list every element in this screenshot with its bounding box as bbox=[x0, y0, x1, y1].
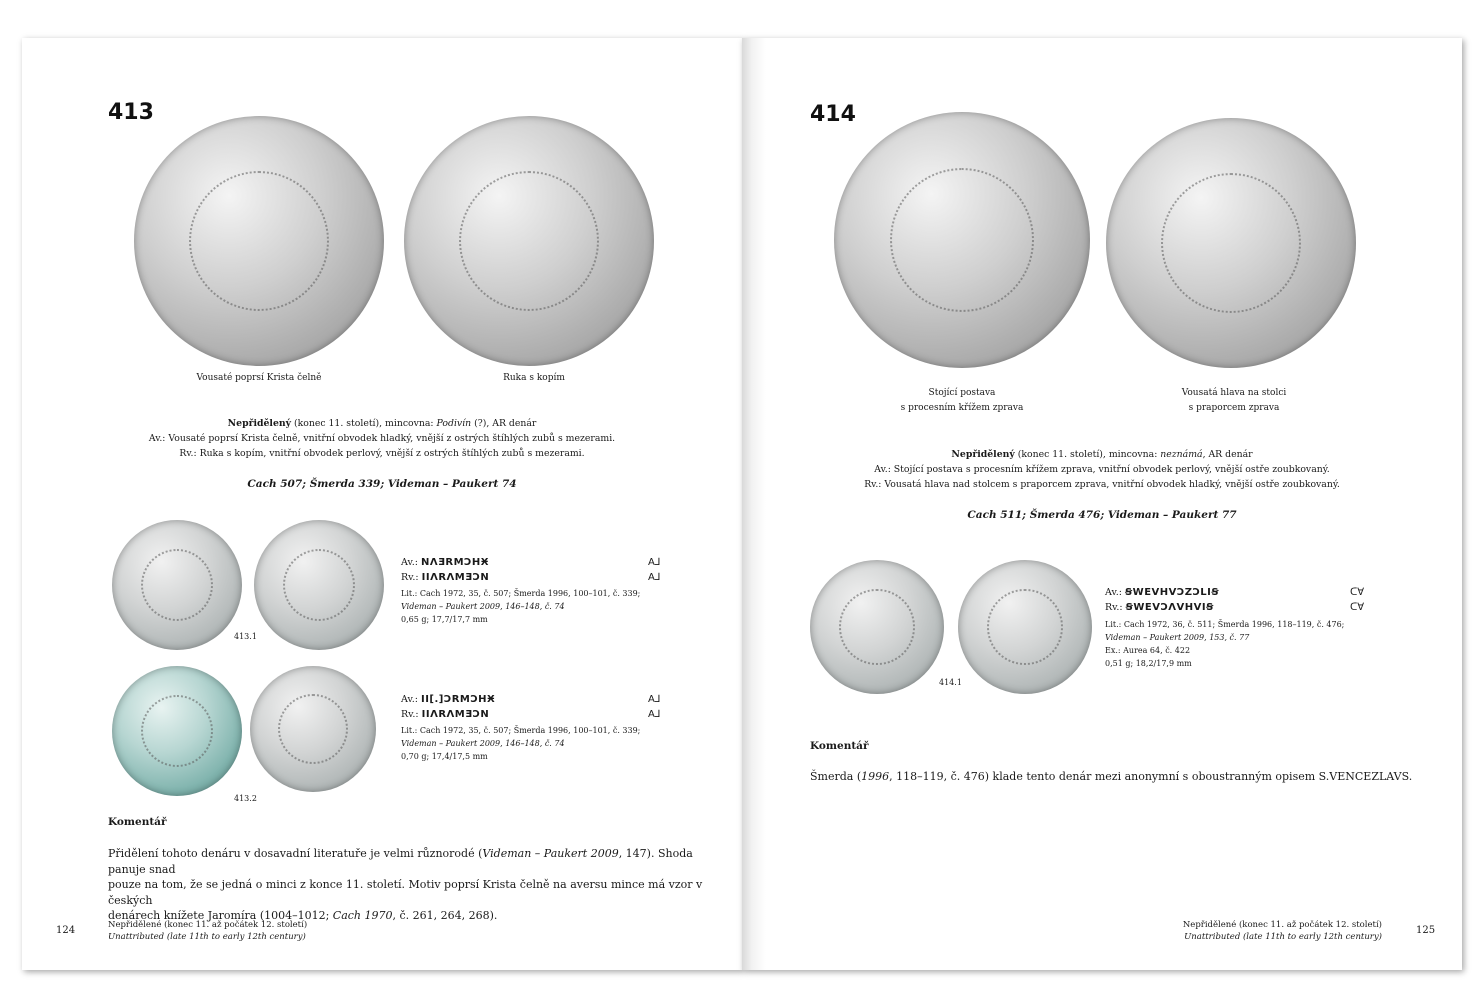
specimen-legends bbox=[401, 555, 651, 585]
catalog-number: 414 bbox=[810, 102, 856, 127]
description-line-1: Nepřidělený (konec 11. století), mincovna: neznámá, AR denár bbox=[951, 449, 1253, 460]
specimen-obverse-image bbox=[112, 520, 242, 650]
obverse-coin-image bbox=[134, 116, 384, 366]
reverse-caption: Vousatá hlava na stolci s praporcem zprava bbox=[1181, 388, 1287, 413]
catalog-number: 413 bbox=[108, 100, 154, 125]
specimen-reverse-image bbox=[254, 520, 384, 650]
specimen-reverse-image bbox=[250, 666, 376, 792]
description bbox=[42, 416, 722, 461]
left-page bbox=[22, 38, 742, 970]
specimen-legends bbox=[401, 692, 651, 722]
reverse-legend: Rv.: ꞨWEVƆΛVHVIꞨ bbox=[1105, 602, 1214, 613]
description-line-2: Av.: Stojící postava s procesním křížem zprava, vnitřní obvodek perlový, vnější ostře zoubkovaný. bbox=[874, 464, 1330, 475]
obverse-legend: Av.: NΛƎRMƆНӾ bbox=[401, 557, 489, 568]
obverse-legend: Av.: ꞨWEVHVƆZƆLIꞨ bbox=[1105, 587, 1220, 598]
description-line-2: Av.: Vousaté poprsí Krista čelně, vnitřní obvodek hladký, vnější z ostrých štíhlých zubů s mezerami. bbox=[148, 433, 616, 444]
reverse-coin-image bbox=[1106, 118, 1356, 368]
specimen-obverse-image bbox=[112, 666, 242, 796]
specimen-reverse-image bbox=[958, 560, 1092, 694]
description-line-3: Rv.: Vousatá hlava nad stolcem s praporcem zprava, vnitřní obvodek hladký, vnější ostře zoubkovaný. bbox=[864, 479, 1340, 490]
commentary-heading: Komentář bbox=[810, 740, 869, 752]
running-footer: Nepřidělené (konec 11. až počátek 12. století) Unattributed (late 11th to early 12th century) bbox=[108, 920, 308, 942]
commentary-text: Přidělení tohoto denáru v dosavadní literatuře je velmi různorodé (Videman – Paukert 2009, 147). Shoda panuje snad pouze na tom, že se jedná o minci z konce 11. století. Motiv poprsí Krista čelně na aversu mince má vzor v českých denárech knížete Jaromíra (1004–1012; Cach 1970, č. 261, 264, 268). bbox=[108, 847, 703, 922]
page-number: 124 bbox=[56, 925, 76, 936]
obverse-caption: Stojící postava s procesním křížem zprava bbox=[900, 388, 1024, 413]
reverse-coin-image bbox=[404, 116, 654, 366]
description-line-1: Nepřidělený (konec 11. století), mincovna: Podivín (?), AR denár bbox=[227, 418, 537, 429]
obverse-legend: Av.: II[.]ƆRMƆНӾ bbox=[401, 694, 496, 705]
reference-citation: Cach 507; Šmerda 339; Videman – Paukert 74 bbox=[247, 478, 517, 490]
reference-citation: Cach 511; Šmerda 476; Videman – Paukert 77 bbox=[967, 509, 1237, 521]
description-line-3: Rv.: Ruka s kopím, vnitřní obvodek perlový, vnější z ostrých štíhlých zubů s mezerami. bbox=[179, 448, 585, 459]
literature: Lit.: Cach 1972, 35, č. 507; Šmerda 1996, 100–101, č. 339; Videman – Paukert 2009, 146–148, č. 74 0,70 g; 17,4/17,5 mm bbox=[401, 726, 641, 761]
running-footer: Nepřidělené (konec 11. až počátek 12. století) Unattributed (late 11th to early 12th century) bbox=[1182, 920, 1382, 942]
obverse-coin-image bbox=[834, 112, 1090, 368]
description bbox=[762, 447, 1442, 492]
legend-marks: ᑕ∀ ᑕ∀ bbox=[1350, 587, 1365, 613]
specimen-label: 414.1 bbox=[939, 678, 962, 687]
commentary-heading: Komentář bbox=[108, 816, 167, 828]
reverse-caption: Ruka s kopím bbox=[503, 373, 565, 383]
reverse-legend: Rv.: IIΛRΛMƎƆN bbox=[401, 709, 490, 720]
legend-marks: A⅃ A⅃ bbox=[648, 557, 661, 583]
specimen-obverse-image bbox=[810, 560, 944, 694]
specimen-legends bbox=[1105, 585, 1355, 615]
specimen-label: 413.1 bbox=[234, 632, 257, 641]
commentary-text: Šmerda (1996, 118–119, č. 476) klade tento denár mezi anonymní s oboustranným opisem S.VENCEZLAVS. bbox=[810, 770, 1413, 783]
specimen-label: 413.2 bbox=[234, 794, 257, 803]
literature: Lit.: Cach 1972, 36, č. 511; Šmerda 1996, 118–119, č. 476; Videman – Paukert 2009, 153, č. 77 Ex.: Aurea 64, č. 422 0,51 g; 18,2/17,9 mm bbox=[1105, 620, 1345, 668]
right-page bbox=[742, 38, 1462, 970]
legend-marks: A⅃ A⅃ bbox=[648, 694, 661, 720]
reverse-legend: Rv.: IIΛRΛMƎƆN bbox=[401, 572, 490, 583]
literature: Lit.: Cach 1972, 35, č. 507; Šmerda 1996, 100–101, č. 339; Videman – Paukert 2009, 146–148, č. 74 0,65 g; 17,7/17,7 mm bbox=[401, 589, 641, 624]
obverse-caption: Vousaté poprsí Krista čelně bbox=[196, 373, 322, 383]
page-number: 125 bbox=[1416, 925, 1436, 936]
